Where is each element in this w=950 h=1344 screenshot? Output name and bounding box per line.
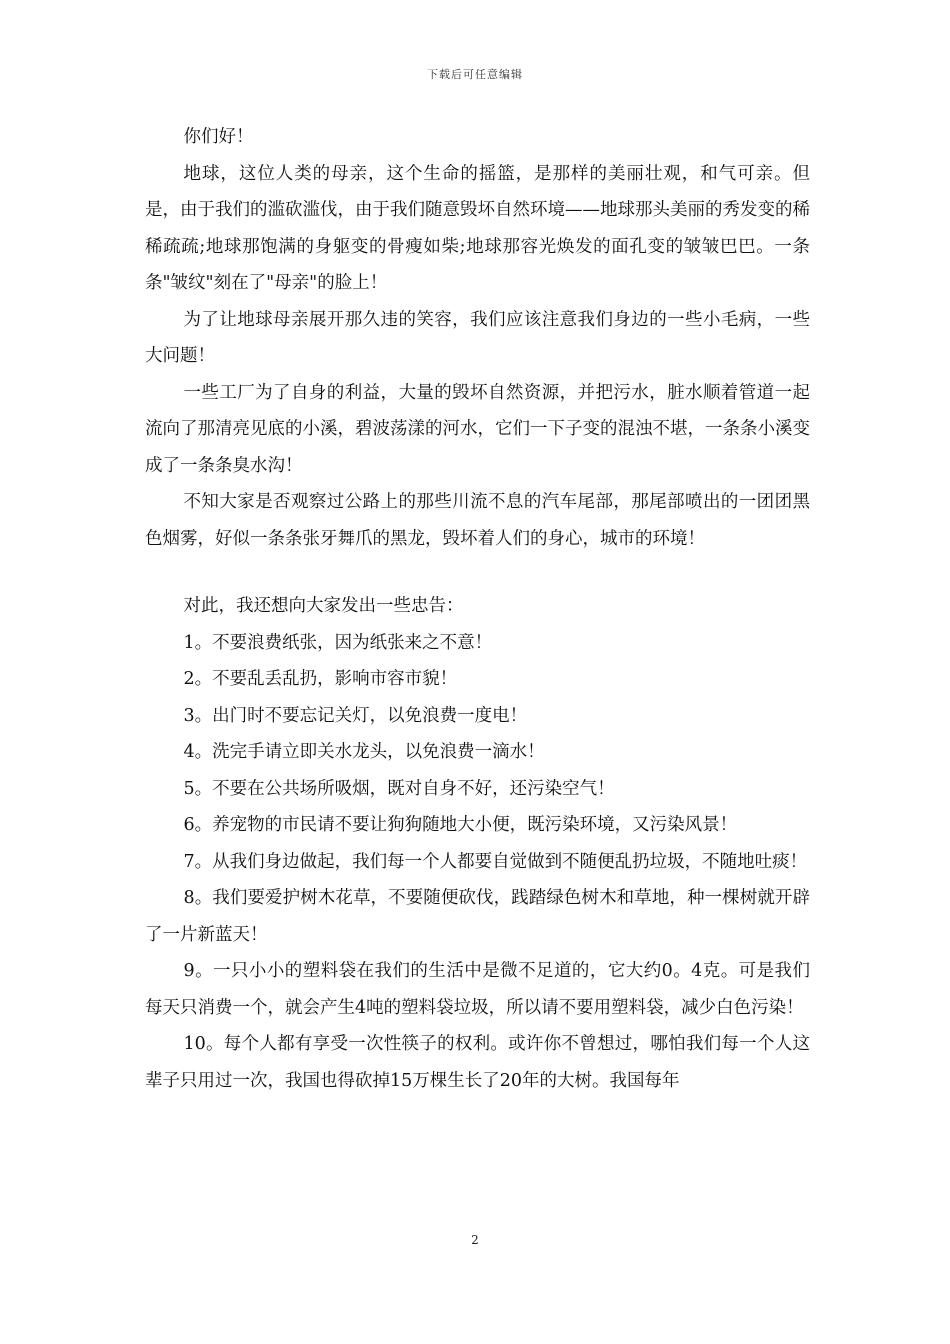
advice-item: 6。养宠物的市民请不要让狗狗随地大小便，既污染环境，又污染风景！: [183, 815, 738, 835]
page-header: 下载后可任意编辑: [427, 68, 523, 81]
page-number: 2: [471, 1233, 479, 1247]
advice-intro: 对此，我还想向大家发出一些忠告：: [183, 596, 464, 616]
document-body: [145, 119, 810, 1099]
paragraph-gap: [145, 557, 810, 588]
advice-item: 9。一只小小的塑料袋在我们的生活中是微不足道的，它大约0。4克。可是我们每天只消费一个，就会产生4吨的塑料袋垃圾，所以请不要用塑料袋，减少白色污染！: [145, 961, 810, 1018]
paragraph: 地球，这位人类的母亲，这个生命的摇篮，是那样的美丽壮观，和气可亲。但是，由于我们的滥砍滥伐，由于我们随意毁坏自然环境——地球那头美丽的秀发变的稀稀疏疏;地球那饱满的身躯变的骨瘦如柴;地球那容光焕发的面孔变的皱皱巴巴。一条条"皱纹"刻在了"母亲"的脸上！: [145, 163, 810, 293]
greeting: 你们好！: [183, 127, 254, 147]
advice-item: 8。我们要爱护树木花草，不要随便砍伐，践踏绿色树木和草地，种一棵树就开辟了一片新蓝天！: [145, 888, 810, 945]
advice-item: 5。不要在公共场所吸烟，既对自身不好，还污染空气！: [183, 778, 615, 799]
advice-item: 4。洗完手请立即关水龙头，以免浪费一滴水！: [183, 742, 545, 762]
paragraph: 为了让地球母亲展开那久违的笑容，我们应该注意我们身边的一些小毛病，一些大问题！: [145, 309, 810, 366]
paragraph: 不知大家是否观察过公路上的那些川流不息的汽车尾部，那尾部喷出的一团团黑色烟雾，好似一条条张牙舞爪的黑龙，毁坏着人们的身心，城市的环境！: [145, 492, 810, 549]
advice-item: 10。每个人都有享受一次性筷子的权利。或许你不曾想过，哪怕我们每一个人这辈子只用过一次，我国也得砍掉15万棵生长了20年的大树。我国每年: [145, 1034, 810, 1091]
advice-item: 7。从我们身边做起，我们每一个人都要自觉做到不随便乱扔垃圾，不随地吐痰！: [183, 851, 808, 872]
advice-item: 2。不要乱丢乱扔，影响市容市貌！: [183, 669, 458, 689]
advice-item: 3。出门时不要忘记关灯，以免浪费一度电！: [183, 705, 528, 726]
paragraph: 一些工厂为了自身的利益，大量的毁坏自然资源，并把污水，脏水顺着管道一起流向了那清亮见底的小溪，碧波荡漾的河水，它们一下子变的混浊不堪，一条条小溪变成了一条条臭水沟！: [145, 382, 810, 476]
advice-item: 1。不要浪费纸张，因为纸张来之不意！: [183, 632, 493, 653]
